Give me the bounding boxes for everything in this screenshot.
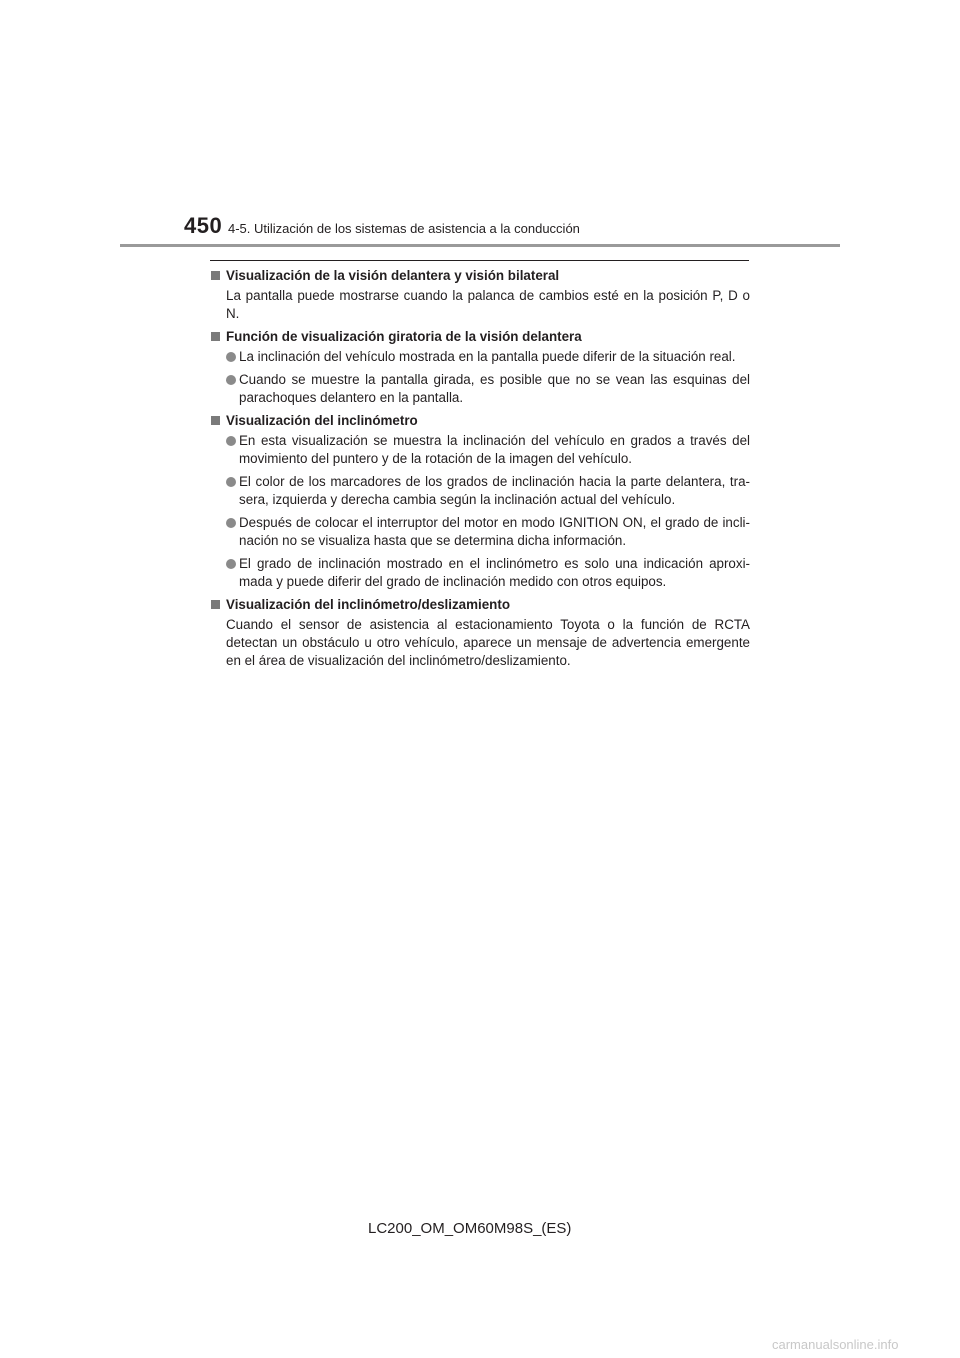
list-item-text: Cuando se muestre la pantalla girada, es posible que no se vean las esquinas del parachoques delantero en la pantalla. bbox=[239, 372, 750, 405]
page-number: 450 bbox=[184, 213, 223, 238]
section-heading bbox=[210, 596, 750, 614]
list-item-text: En esta visualización se muestra la inclinación del vehículo en grados a través del movimiento del puntero y de la rotación de la imagen del vehículo. bbox=[239, 433, 750, 466]
document-code: LC200_OM_OM60M98S_(ES) bbox=[368, 1220, 572, 1237]
circle-bullet-icon bbox=[226, 352, 236, 362]
section-heading bbox=[210, 267, 750, 285]
list-item bbox=[226, 555, 750, 591]
circle-bullet-icon bbox=[226, 375, 236, 385]
circle-bullet-icon bbox=[226, 518, 236, 528]
circle-bullet-icon bbox=[226, 436, 236, 446]
chapter-title: 4-5. Utilización de los sistemas de asistencia a la conducción bbox=[228, 221, 580, 236]
list-item bbox=[226, 514, 750, 550]
section-heading-text: Visualización del inclinómetro bbox=[226, 413, 418, 428]
square-bullet-icon bbox=[211, 271, 220, 280]
section-heading bbox=[210, 412, 750, 430]
square-bullet-icon bbox=[211, 416, 220, 425]
header-rule bbox=[120, 244, 840, 247]
section-heading bbox=[210, 328, 750, 346]
section-paragraph: Cuando el sensor de asistencia al estacionamiento Toyota o la función de RCTA detectan un obstáculo u otro vehículo, aparece un mensaje de advertencia emergente en el área de visualización del inclinómetro/deslizamiento. bbox=[226, 617, 750, 668]
square-bullet-icon bbox=[211, 332, 220, 341]
section-heading-text: Visualización de la visión delantera y visión bilateral bbox=[226, 268, 560, 283]
list-item bbox=[226, 371, 750, 407]
watermark[interactable]: carmanualsonline.info bbox=[772, 1337, 899, 1352]
list-item-text: Después de colocar el interruptor del motor en modo IGNITION ON, el grado de incli-nación no se visualiza hasta que se determina dicha información. bbox=[239, 515, 750, 548]
section-paragraph: La pantalla puede mostrarse cuando la palanca de cambios esté en la posición P, D o N. bbox=[226, 288, 750, 321]
section-heading-text: Visualización del inclinómetro/deslizamiento bbox=[226, 597, 511, 612]
list-item-text: El color de los marcadores de los grados de inclinación hacia la parte delantera, tra-sera, izquierda y derecha cambia según la inclinación actual del vehículo. bbox=[239, 474, 750, 507]
section-rule bbox=[210, 260, 749, 261]
list-item bbox=[226, 348, 750, 366]
list-item bbox=[226, 432, 750, 468]
list-item-text: La inclinación del vehículo mostrada en la pantalla puede diferir de la situación real. bbox=[239, 349, 736, 364]
list-item-text: El grado de inclinación mostrado en el inclinómetro es solo una indicación aproxi-mada y puede diferir del grado de inclinación medido con otros equipos. bbox=[239, 556, 750, 589]
content-body bbox=[210, 267, 750, 675]
square-bullet-icon bbox=[211, 600, 220, 609]
section-heading-text: Función de visualización giratoria de la visión delantera bbox=[226, 329, 582, 344]
circle-bullet-icon bbox=[226, 477, 236, 487]
circle-bullet-icon bbox=[226, 559, 236, 569]
list-item bbox=[226, 473, 750, 509]
